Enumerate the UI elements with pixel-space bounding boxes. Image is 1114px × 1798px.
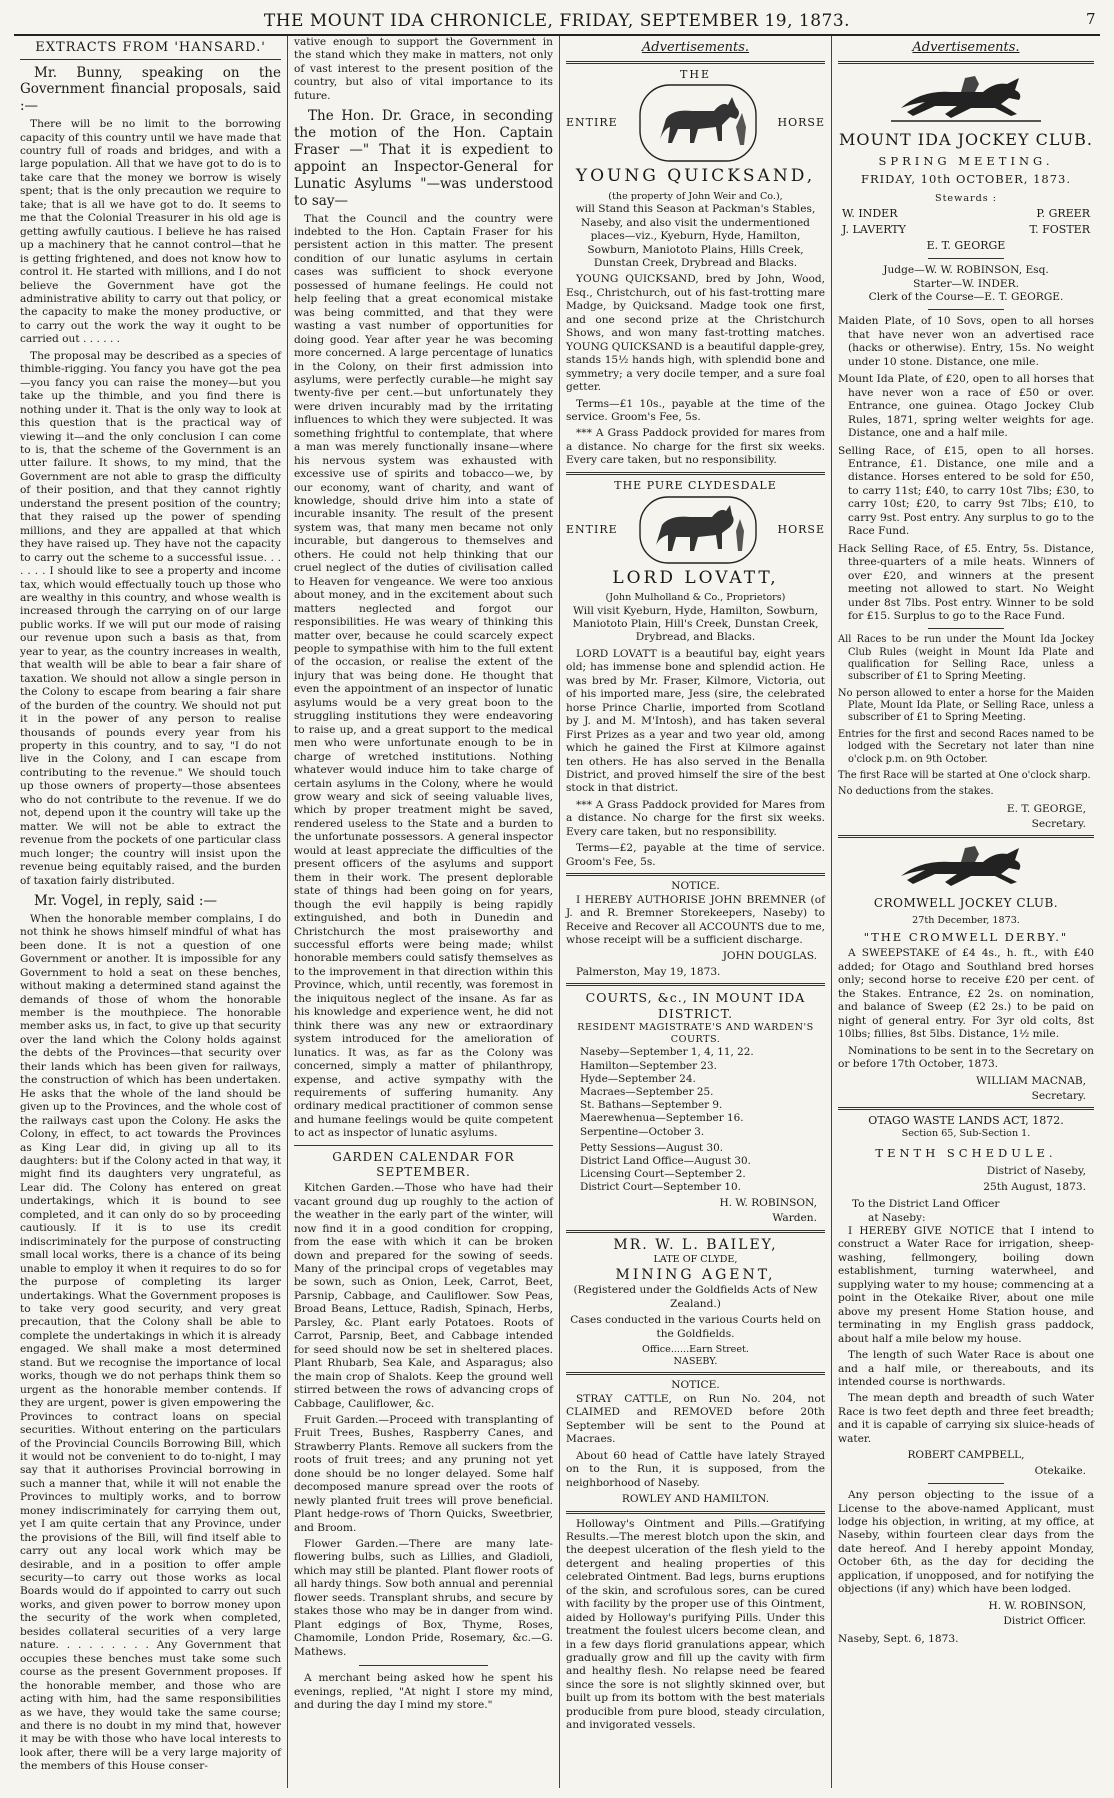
list-item: No deductions from the stakes. xyxy=(838,786,994,798)
ad1-terms: Terms—£1 10s., payable at the time of the service. Groom's Fee, 5s. xyxy=(566,397,825,424)
bailey-registration: (Registered under the Goldfields Acts of New Zealand.) xyxy=(573,1284,818,1310)
bailey-town: NASEBY. xyxy=(673,1356,718,1368)
ad2-horse-name: LORD LOVATT, xyxy=(612,567,779,588)
courts-list xyxy=(566,1046,825,1138)
cromwell-signature: WILLIAM MACNAB, xyxy=(976,1074,1086,1087)
water-race-length: The length of such Water Race is about one and a half mile, or thereabouts, and its intended course is northwards. xyxy=(838,1349,1094,1388)
objection-signature: H. W. ROBINSON, xyxy=(988,1599,1086,1612)
cromwell-body: A SWEEPSTAKE of £4 4s., h. ft., with £40 added; for Otago and Southland bred horses only; second horse to receive £20 per cent. of the Stakes. Entrance, £2 2s. on nomination, and balance of Sweep (£2 2s.) to be paid on night of general entry. For 3yr old colts, 8st 10lbs; fillies, 8st 5lbs. Distance, 1½ mile. xyxy=(838,947,1094,1041)
ad2-pedigree: LORD LOVATT is a beautiful bay, eight years old; has immense bone and splendid action. He was bred by Mr. Fraser, Kilmore, Victoria, out of his imported mare, Jess (sire, the celebrated horse Prince Charlie, imported from Scotland by J. and M. M'Intosh), and has taken several First Prizes as a year and two year old, among which he gained the First at Kilmore against ten others. He has also served in the Benalla District, and proved himself the sire of the best stock in that district. xyxy=(566,647,825,795)
ad1-the: THE xyxy=(680,67,711,81)
vogel-continued: vative enough to support the Government in the stand which they make in matters, not only of vast interest to the present position of the country, but also of vital importance to its future. xyxy=(294,36,553,102)
notice1-signature: JOHN DOUGLAS. xyxy=(722,950,817,963)
bunny-lead: Mr. Bunny, speaking on the Government financial proposals, said :— xyxy=(20,64,281,115)
list-item: Macraes—September 25. xyxy=(580,1086,714,1099)
steward-last: E. T. GEORGE xyxy=(926,239,1006,253)
courts-signature: H. W. ROBINSON, xyxy=(719,1196,817,1209)
masthead xyxy=(14,8,1100,36)
ad1-note: *** A Grass Paddock provided for mares from a distance. No charge for the first six weeks. Every care taken, but no responsibility. xyxy=(566,427,825,467)
vogel-paragraph: When the honorable member complains, I do not think he shows himself mindful of what has been done. It is not a question of one Government or another. It is impossible for any Government to hold a seat on these benches, without making a determined stand against the demands of those of whom the honorable member is the mouthpiece. The honorable member asks us, in fact, to give up that security over the land which the Colony holds against the debts of the Provinces—that security over their lands which has been given for railways, the construction of which has been undertaken. He asks that the whole of the land should be given up to the Provinces, and the whole cost of the railways cast upon the Colony. He asks the Colony, in effect, to act towards the Provinces as King Lear did, in giving up all to its daughters: but if the Colony acted in that way, it might find its daughters very ungrateful, as Lear did. The Colony has entered on great undertakings, which it is bound to see completed, and it can only do so by proceeding cautiously. If it is to use its credit indiscriminately for the purpose of constructing small local works, there is a chance of its being unable to employ it when it requires to do so for the purpose of completing its larger undertakings. What the Government proposes is to take very good security, and very great precaution, that the Colony shall be able to complete the undertakings in which it is already engaged. We shall make a most determined stand. But we recognise the importance of local works, though we do not perhaps think them so urgent as the honorable member contends. If they are urgent, power is given empowering the Provinces to contract loans on special securities. Without entering on the particulars of the Provincial Councils Borrowing Bill, which it would not be convenient to do to-night, I may say that it authorises Provincial borrowing in such a manner that, while it will not enable the Provinces to multiply works, and to borrow money indiscriminately for carrying them out, yet I am quite certain that any Province, under the provisions of the Bill, will find itself able to carry out any local work which may be desirable, and in a position to offer ample security—to carry out those works as local Boards would do if appointed to carry out such works, and given power to borrow money upon the security of the work when completed, besides collateral securities of a very large nature. . . . . . . . . Any Government that occupies these benches must take some such course as the present Government proposes. If the honorable member, and those who are acting with him, had the same responsibilities as we have, they would take the same course; and there is no doubt in my mind that, however it may be with those who have local interests to look after, there will be a very large majority of the members of this House conser- xyxy=(20,912,281,1773)
page-number: 7 xyxy=(1085,10,1096,28)
garden-heading: GARDEN CALENDAR FOR SEPTEMBER. xyxy=(332,1149,515,1180)
column-4 xyxy=(832,36,1100,1788)
race-list xyxy=(838,315,1094,623)
hansard-heading: EXTRACTS FROM 'HANSARD.' xyxy=(20,40,281,60)
tenth-schedule: TENTH SCHEDULE. xyxy=(875,1145,1057,1160)
ad2-the: THE PURE CLYDESDALE xyxy=(614,478,777,492)
masthead-title: THE MOUNT IDA CHRONICLE, FRIDAY, SEPTEMBER 19, 1873. xyxy=(263,11,851,31)
list-item: Serpentine—October 3. xyxy=(580,1125,705,1138)
clerk-line: Clerk of the Course—E. T. GEORGE. xyxy=(868,290,1064,303)
waste-lands-section: Section 65, Sub-Section 1. xyxy=(901,1128,1031,1140)
courts-heading: COURTS, &c., IN MOUNT IDA DISTRICT. xyxy=(585,990,806,1022)
cromwell-date: 27th December, 1873. xyxy=(912,914,1020,926)
secretary-role: Secretary. xyxy=(1031,817,1086,830)
list-item: The first Race will be started at One o'clock sharp. xyxy=(838,769,1091,781)
starter-line: Starter—W. INDER. xyxy=(913,277,1019,290)
advertisements-heading-2: Advertisements. xyxy=(912,40,1020,55)
cromwell-derby: "THE CROMWELL DERBY." xyxy=(863,929,1069,944)
list-item: Petty Sessions—August 30. xyxy=(580,1141,723,1154)
cromwell-club: CROMWELL JOCKEY CLUB. xyxy=(873,896,1059,911)
bunny-paragraph-2: The proposal may be described as a species of thimble-rigging. You fancy you have got the pea—you fancy you can raise the money—but you take up the thimble, and you find there is nothing under it. That is the only way to look at this question that is the practical way of viewing it—and the only conclusion I can come to is, that the scheme of the Government is an utter failure. It shows, to my mind, that the Government are not able to grasp the difficulty of their position, and that they cannot rightly understand the present position of the country; that they raised up the power of spending millions, and they are appalled at that which they have raised up. They have not the capacity to carry out the scheme to a successful issue. . . . . . . I should like to see a property and income tax, which would effectually touch up those who are wealthy in this country, and whose wealth is increased through the carrying on of our large public works. If we will put our mode of raising our revenue upon such a basis as that, from year to year, as the country increases in wealth, that wealth will be able to bear a fair share of taxation. We should not allow a single person in the Colony to escape from bearing a fair share of the burden of the country. We should not put it in the power of any person to realise thousands of pounds every year from his property in this country, and to say, "I do not live in the Colony, and I can escape from contributing to the revenue." We should touch up those owners of property—those absentees who do not contribute to the revenue. If we do not, depend upon it the country will take up the matter. We will not be able to extract the revenue from the pockets of one particular class much longer; the country will insist upon the revenue being equitably raised, and the burden of taxation fairly distributed. xyxy=(20,349,281,887)
list-item: All Races to be run under the Mount Ida Jockey Club Rules (weight in Mount Ida Plate and qualification for Selling Race, unless a subscriber of £1 to Spring Meeting. xyxy=(838,634,1094,683)
list-item: Maerewhenua—September 16. xyxy=(580,1112,744,1125)
cromwell-role: Secretary. xyxy=(1031,1089,1086,1102)
list-item: Hamilton—September 23. xyxy=(580,1059,717,1072)
list-item: Mount Ida Plate, of £20, open to all horses that have never won a race of £50 or over. Entrance, one guinea. Otago Jockey Club Rules, 1871, spring welter weights for age. Distance, one and a half mile. xyxy=(838,373,1094,440)
courts-subheading: RESIDENT MAGISTRATE'S AND WARDEN'S COURTS. xyxy=(577,1022,814,1046)
steward-name: P. GREER xyxy=(1036,207,1090,221)
to-officer: To the District Land Officer xyxy=(852,1198,1000,1211)
ad2-owner: (John Mulholland & Co., Proprietors) xyxy=(605,592,786,604)
list-item: Licensing Court—September 2. xyxy=(580,1168,746,1181)
ad1-horse-name: YOUNG QUICKSAND, xyxy=(575,166,816,187)
ad2-terms: Terms—£2, payable at the time of service. Groom's Fee, 5s. xyxy=(566,842,825,868)
list-item: St. Bathans—September 9. xyxy=(580,1099,723,1112)
list-item: Maiden Plate, of 10 Sovs, open to all horses that have never won an advertised race (hacks or otherwise). Entry, 15s. No weight under 10 stone. Distance, one mile. xyxy=(838,315,1094,368)
bailey-title: MINING AGENT, xyxy=(615,1266,776,1283)
ad1-horse-banner xyxy=(566,83,825,163)
ad2-note: *** A Grass Paddock provided for Mares from a distance. No charge for the first six weeks. Every care taken, but no responsibility. xyxy=(566,798,825,838)
ad2-itinerary: Will visit Kyeburn, Hyde, Hamilton, Sowburn, Maniototo Plain, Hill's Creek, Dunstan Creek, Drybread, and Blacks. xyxy=(572,604,819,644)
ad1-owner: (the property of John Weir and Co.), xyxy=(608,191,783,203)
jockey-club-title: MOUNT IDA JOCKEY CLUB. xyxy=(839,129,1093,149)
stewards-heading: Stewards : xyxy=(935,193,997,204)
merchant-anecdote: A merchant being asked how he spent his evenings, replied, "At night I store my mind, and during the day I mind my store." xyxy=(294,1672,553,1712)
ad1-entire: ENTIRE xyxy=(566,116,618,130)
notice1-heading: NOTICE. xyxy=(671,880,720,893)
stewards-row-1 xyxy=(842,207,1090,221)
holloway-advert: Holloway's Ointment and Pills.—Gratifying Results.—The merest blotch upon the skin, and the deepest ulceration of the flesh yield to the detergent and healing properties of this celebrated Ointment. Bad legs, burns eruptions of the skin, and scrofulous sores, can be cured with facility by the proper use of this Ointment, aided by Holloway's purifying Pills. Under this treatment the foulest ulcers become clean, and in a few days florid granulations appear, which gradually grow and fill up the cavity with firm and healthy flesh. No relapse need be feared since the sore is not slightly skinned over, but built up from its bottom with the best materials producible from pure blood, steady circulation, and invigorated vessels. xyxy=(566,1517,825,1732)
grace-lead: The Hon. Dr. Grace, in seconding the motion of the Hon. Captain Fraser —" That it is expedient to appoint an Inspector-General for Lunatic Asylums "—was understood to say— xyxy=(294,108,553,209)
bailey-late: LATE OF CLYDE, xyxy=(653,1254,738,1266)
steward-name: J. LAVERTY xyxy=(842,223,906,237)
meeting-date: FRIDAY, 10th OCTOBER, 1873. xyxy=(860,172,1072,187)
bailey-cases: Cases conducted in the various Courts held on the Goldfields. xyxy=(570,1314,821,1340)
waste-lands-act: OTAGO WASTE LANDS ACT, 1872. xyxy=(868,1114,1064,1128)
ad2-horse: HORSE xyxy=(777,522,825,536)
water-race-depth: The mean depth and breadth of such Water Race is two feet depth and three feet breadth; and it is capable of carrying six sluice-heads of water. xyxy=(838,1392,1094,1445)
notice2-signature: ROWLEY AND HAMILTON. xyxy=(621,1493,770,1506)
spring-meeting: SPRING MEETING. xyxy=(878,153,1054,168)
list-item: No person allowed to enter a horse for the Maiden Plate, Mount Ida Plate, or Selling Race, unless a subscriber of £1 to Spring Meeting. xyxy=(838,687,1094,724)
list-item: Hack Selling Race, of £5. Entry, 5s. Distance, three-quarters of a mile heats. Winners of over £20, and winners at the present meeting not allowed to start. No Weight under 8st 7lbs. Post entry. Winner to be sold for £15. Surplus to go to the Race Fund. xyxy=(838,542,1094,622)
column-1 xyxy=(14,36,288,1788)
campbell-signature: ROBERT CAMPBELL, xyxy=(907,1449,1025,1462)
list-item: Naseby—September 1, 4, 11, 22. xyxy=(580,1046,754,1059)
kitchen-garden: Kitchen Garden.—Those who have had their vacant ground dug up roughly to the action of the weather in the early part of the winter, will now find it in a good condition for cropping, from the ease with which it can be broken down and prepared for the sowing of seeds. Many of the principal crops of vegetables may be sown, such as Onion, Leek, Carrot, Beet, Parsnip, Cabbage, and Cauliflower. Sow Peas, Broad Beans, Lettuce, Radish, Spinach, Herbs, Parsley, &c. Plant early Potatoes. Roots of Carrot, Parsnip, Beet, and Cabbage intended for seed should now be set in sheltered places. Plant Rhubarb, Sea Kale, and Asparagus; also the main crop of Shalots. Keep the ground well stirred between the rows of advancing crops of Cabbage, Cauliflower, &c. xyxy=(294,1182,553,1410)
campbell-place: Otekaike. xyxy=(1034,1464,1086,1477)
racehorse-icon xyxy=(891,70,1041,124)
ad1-horse: HORSE xyxy=(777,116,825,130)
list-item: District Land Office—August 30. xyxy=(580,1155,751,1168)
ad1-itinerary: will Stand this Season at Packman's Stables, Naseby, and also visit the undermentioned places—viz., Kyeburn, Hyde, Hamilton, Sowburn, Maniototo Plains, Hills Creek, Dunstan Creek, Drybread and Blacks. xyxy=(575,203,816,270)
objection-date: Naseby, Sept. 6, 1873. xyxy=(838,1632,959,1645)
notice1-body: I HEREBY AUTHORISE JOHN BREMNER (of J. and R. Bremner Storekeepers, Naseby) to Receive and Recover all ACCOUNTS due to me, whose receipt will be a sufficient discharge. xyxy=(566,893,825,946)
list-item: District Court—September 10. xyxy=(580,1181,741,1194)
notice2-body: STRAY CATTLE, on Run No. 204, not CLAIMED and REMOVED before 20th September will be sent to the Pound at Macraes. xyxy=(566,1392,825,1446)
notice2-detail: About 60 head of Cattle have lately Strayed on to the Run, it is supposed, from the neighborhood of Naseby. xyxy=(566,1449,825,1489)
racehorse-icon xyxy=(891,844,1041,890)
bailey-name: MR. W. L. BAILEY, xyxy=(613,1236,778,1253)
flower-garden: Flower Garden.—There are many late-flowering bulbs, such as Lillies, and Gladioli, which may still be planted. Plant flower roots of all hardy things. Sow both annual and perennial flower seeds. Transplant shrubs, and secure by stakes those who may be in danger from wind. Plant edgings of Box, Thyme, Roses, Chamomile, London Pride, Rosemary, &c.—G. Mathews. xyxy=(294,1538,553,1658)
column-3 xyxy=(560,36,832,1788)
bailey-office: Office......Earn Street. xyxy=(642,1344,749,1356)
advertisements-heading: Advertisements. xyxy=(641,40,750,55)
grace-paragraph: That the Council and the country were indebted to the Hon. Captain Fraser for his persistent action in this matter. The present condition of our lunatic asylums in certain cases was sufficient to shock everyone possessed of humane feelings. He could not help feeling that a great economical mistake was being committed, and that they were wasting a vast number of opportunities for doing good. Year after year he was becoming more concerned. A large percentage of lunatics in the Colony, on their first admission into asylums, were perfectly curable—he might say twenty-five per cent.—but unfortunately they were driven incurably mad by the irritating influences to which they were subjected. It was something frightful to contemplate, that where a man was merely functionally insane—where his nervous system was exhausted with excessive use of spirits and tobacco—we, by our economy, want of charity, and want of knowledge, should drive him into a state of incurable insanity. The result of the present system was, that many men became not only incurable, but dangerous to themselves and others. He could not help thinking that our cruel neglect of the duties of civilisation called to Heaven for vengeance. We were too anxious about money, and in the excitement about such matters neglected and forgot our responsibilities. He was weary of thinking this matter over, because he could scarcely expect people to sympathise with him to the full extent of the occasion, or realise the extent of the injury that was being done. He thought that even the appointment of an inspector of lunatic asylums would be a very great boon to the struggling institutions they were endeavoring to raise up, and a great support to the medical men who were unfortunate enough to be in charge of wretched institutions. Nothing whatever would induce him to take charge of certain asylums in the Colony, where he would grow weary and sick of seeing valuable lives, which by proper treatment might be saved, rendered useless to the State and a burden to the unfortunate possessors. A general inspector would at least appreciate the difficulties of the present officers of the asylums and support them in their work. The present deplorable state of things had been going on for years, though the evil happily is being rapidly extinguished, and both in Dunedin and Christchurch the most praiseworthy and successful efforts were being made; whilst honorable members could satisfy themselves as to the improvement in that direction within this Province, which, until recently, was foremost in the iniquitous neglect of the insane. As far as his knowledge and experience went, he did not think there was any new or extraordinary system introduced for the amelioration of lunatics. It was, as far as the Colony was concerned, simply a matter of philanthropy, expense, and active sympathy with the requirements of suffering humanity. Any ordinary medical practitioner of common sense and humane feelings would be quite competent to act as inspector of lunatic asylums. xyxy=(294,212,553,1140)
water-race-notice: I HEREBY GIVE NOTICE that I intend to construct a Water Race for irrigation, sheep-washing, fellmongery, boiling down establishment, turning waterwheel, and supplying water to my house; commencing at a point in the Otekaike River, about one mile above my present Home Station house, and terminating in my English grass paddock, about half a mile below my house. xyxy=(838,1224,1094,1345)
notice1-date: Palmerston, May 19, 1873. xyxy=(576,965,721,978)
list-item: Hyde—September 24. xyxy=(580,1072,696,1085)
notice2-heading: NOTICE. xyxy=(671,1379,720,1392)
race-illustration-2 xyxy=(838,844,1094,890)
vogel-lead: Mr. Vogel, in reply, said :— xyxy=(34,892,217,909)
steward-name: W. INDER xyxy=(842,207,898,221)
race-illustration xyxy=(838,70,1094,124)
secretary-signature: E. T. GEORGE, xyxy=(1006,802,1086,815)
cromwell-nominations: Nominations to be sent in to the Secretary on or before 17th October, 1873. xyxy=(838,1044,1094,1071)
race-rules xyxy=(838,634,1094,798)
list-item: Selling Race, of £15, open to all horses. Entrance, £1. Distance, one mile and a distance. Horses entered to be sold for £50, to carry 11st; £40, to carry 10st 7lbs; £30, to carry 10st; £20, to carry 9st 7lbs; £10, to carry 9st. Post entry. Any surplus to go to the Race Fund. xyxy=(838,444,1094,538)
judge-line: Judge—W. W. ROBINSON, Esq. xyxy=(883,264,1049,277)
ad2-horse-banner xyxy=(566,495,825,565)
fruit-garden: Fruit Garden.—Proceed with transplanting of Fruit Trees, Bushes, Raspberry Canes, and Strawberry Plants. Remove all suckers from the roots of fruit trees; and any pruning not yet done should be no longer delayed. Some half decomposed manure spread over the roots of newly planted fruit trees will prove beneficial. Plant hedge-rows of Thorn Quicks, Sweetbrier, and Broom. xyxy=(294,1413,553,1534)
district-date: 25th August, 1873. xyxy=(983,1180,1086,1193)
ad1-pedigree: YOUNG QUICKSAND, bred by John, Wood, Esq., Christchurch, out of his fast-trotting mare Madge, by Quicksand. Madge took one first, and one second prize at the Christchurch Shows, and won many fast-trotting matches. YOUNG QUICKSAND is a beautiful dapple-grey, stands 15½ hands high, with splendid bone and symmetry; a very docile temper, and a sure foal getter. xyxy=(566,273,825,394)
bunny-paragraph-1: There will be no limit to the borrowing capacity of this country until we have made that country full of roads and bridges, and with a large population. All that we have got to do is to take care that the money we borrow is wisely spent; that is the only precaution we require to take; that is all we have got to do. It seems to me that the Colonial Treasurer in his old age is getting awfully cautious. I believe he has raised up a machinery that he cannot control—that he is getting frightened, and does not know how to control it. He started with millions, and I do not believe the Government have got the administrative ability to carry out that policy, or the capacity to make the money productive, or to carry out the work the way it ought to be carried out . . . . . . xyxy=(20,118,281,346)
stewards-row-2 xyxy=(842,223,1090,237)
at-naseby: at Naseby: xyxy=(868,1211,926,1224)
clydesdale-icon xyxy=(638,495,758,565)
stallion-icon xyxy=(638,83,758,163)
courts-role: Warden. xyxy=(772,1212,817,1225)
objection-role: District Officer. xyxy=(1003,1615,1086,1628)
district-name: District of Naseby, xyxy=(986,1165,1086,1178)
list-item: Entries for the first and second Races named to be lodged with the Secretary not later than nine o'clock p.m. on 9th October. xyxy=(838,728,1094,765)
column-2 xyxy=(288,36,560,1788)
courts-list-2 xyxy=(566,1142,825,1195)
objection-notice: Any person objecting to the issue of a License to the above-named Applicant, must lodge his objection, in writing, at my office, at Naseby, within fourteen clear days from the date hereof. And I hereby appoint Monday, October 6th, as the day for deciding the application, if unopposed, and for notifying the objections (if any) which have been lodged. xyxy=(838,1489,1094,1596)
ad2-entire: ENTIRE xyxy=(566,522,618,536)
steward-name: T. FOSTER xyxy=(1029,223,1090,237)
